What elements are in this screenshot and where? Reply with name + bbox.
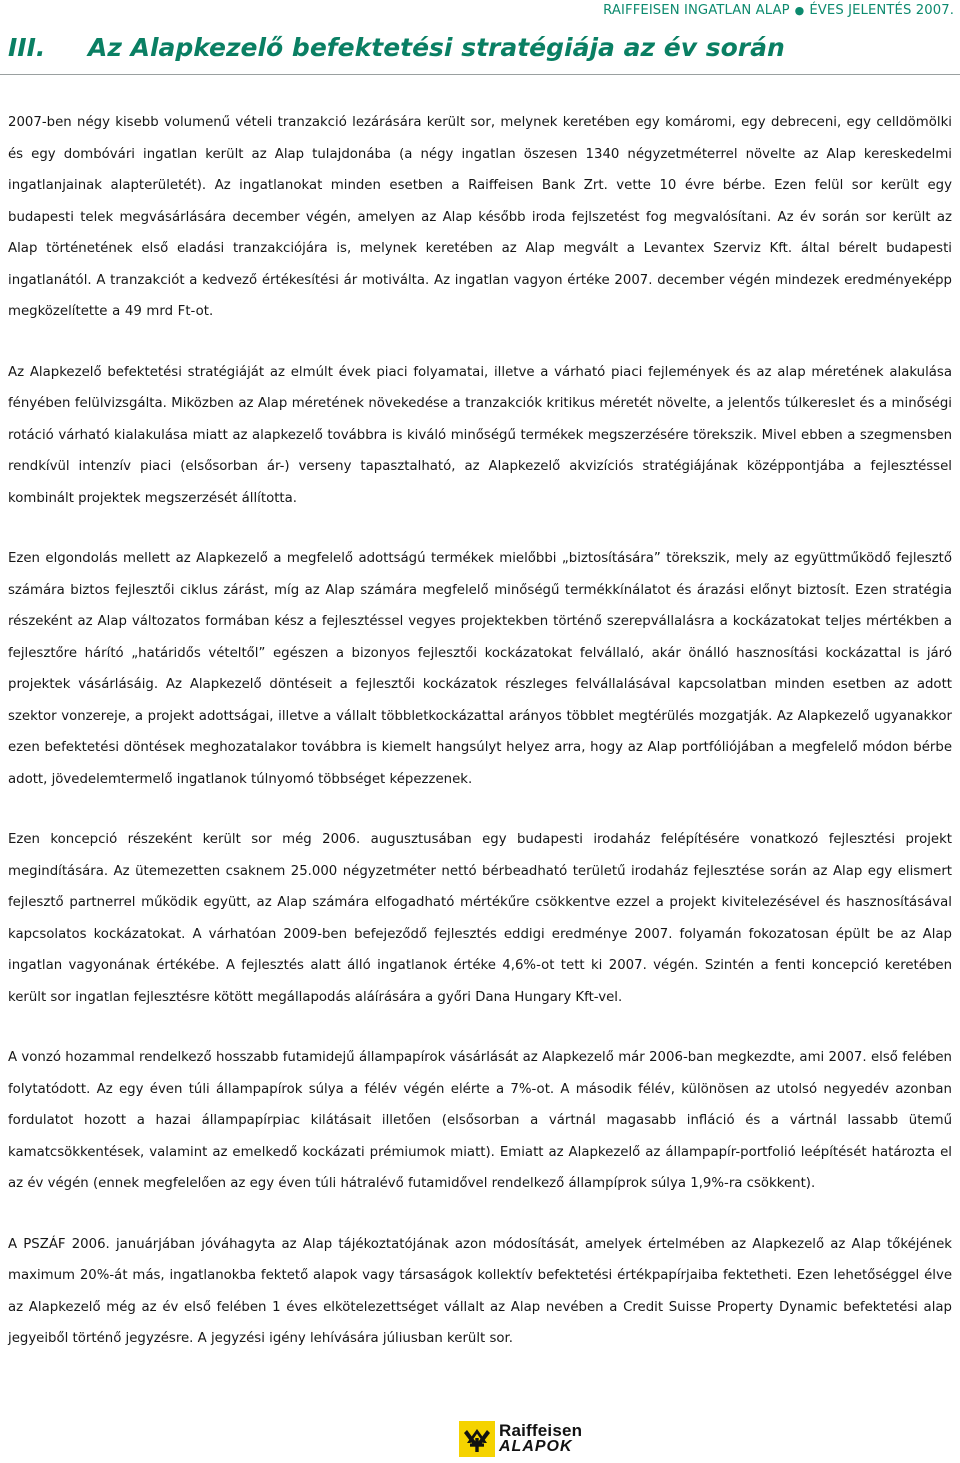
chapter-title: Az Alapkezelő befektetési stratégiája az év során: [88, 33, 785, 62]
chapter-heading: [8, 33, 785, 62]
paragraph: Az Alapkezelő befektetési stratégiáját az elmúlt évek piaci folyamatai, illetve a várható piaci fejlemények és az alap méretének alakulása fényében felülvizsgálta. Miközben az Alap méretének növekedése a tranzakciók kritikus méretét növelte, a jelentős túlkereslet és a minőségi rotáció várható kialakulása miatt az alapkezelő továbbra is kiváló minőségű termékek megszerzésére törekszik. Mivel ebben a szegmensben rendkívül intenzív piaci (elsősorban ár-) verseny tapasztalható, az Alapkezelő akvizíciós stratégiájának középpontjába a fejlesztéssel kombinált projektek megszerzését állította.: [8, 364, 952, 506]
paragraph: Ezen elgondolás mellett az Alapkezelő a megfelelő adottságú termékek mielőbbi „biztosítására” törekszik, mely az együttműködő fejlesztő számára biztos fejlesztői ciklus zárást, míg az Alap számára megfelelő minőségű termékkínálatot és árazási előnyt biztosít. Ezen stratégia részeként az Alap változatos formában kész a fejlesztéssel vegyes projektekben történő szerepvállalásra a kockázatokat teljes mértékben a fejlesztőre hárító „határidős vételtől” egészen a bizonyos fejlesztői kockázatokat felvállaló, akár önálló hasznosítási kockázattal is járó projektek vásárlásáig. Az Alapkezelő döntéseit a fejlesztői kockázatok részleges felvállalásával kapcsolatban minden esetben az adott szektor vonzereje, a projekt adottságai, illetve a vállalt többletkockázattal arányos többlet megtérülés mozgatják. Az Alapkezelő ugyanakkor ezen befektetési döntések meghozatalakor továbbra is kiemelt hangsúlyt helyez arra, hogy az Alap portfóliójában a megfelelő módon bérbe adott, jövedelemtermelő ingatlanok túlnyomó többséget képezzenek.: [8, 551, 952, 787]
paragraph: A PSZÁF 2006. januárjában jóváhagyta az Alap tájékoztatójának azon módosítását, amelyek értelmében az Alapkezelő az Alap tőkéjének maximum 20%-át más, ingatlanokba fektető alapok vagy társaságok kollektív befektetési értékpapírjaiba fektetheti. Ezen lehetőséggel élve az Alapkezelő még az év első felében 1 éves elkötelezettséget vállalt az Alap nevében a Credit Suisse Property Dynamic befektetési alap jegyeiből történő jegyzésre. A jegyzési igény lehívására júliusban került sor.: [8, 1236, 952, 1346]
paragraph: Ezen koncepció részeként került sor még 2006. augusztusában egy budapesti irodaház felépítésére vonatkozó fejlesztési projekt megindítására. Az ütemezetten csaknem 25.000 négyzetméter nettó bérbeadható területű irodaház fejlesztése során az Alap egy elismert fejlesztő partnerrel működik együtt, az Alap számára elfogadható mértékűre csökkentve ezzel a projekt kivitelezésével és hasznosításával kapcsolatos kockázatokat. A várhatóan 2009-ben befejeződő fejlesztés eddigi eredménye 2007. folyamán fokozatosan épült be az Alap ingatlan vagyonának értékébe. A fejlesztés alatt álló ingatlanok értéke 4,6%-ot tett ki 2007. végén. Szintén a fenti koncepció keretében került sor ingatlan fejlesztésre kötött megállapodás aláírására a győri Dana Hungary Kft-vel.: [8, 832, 952, 1005]
raiffeisen-alapok-logo: [459, 1421, 582, 1457]
body-text: [8, 107, 952, 1355]
paragraph: A vonzó hozammal rendelkező hosszabb futamidejű állampapírok vásárlását az Alapkezelő már 2006-ban megkezdte, ami 2007. első felében folytatódott. Az egy éven túli állampapírok súlya a félév végén elérte a 7%-ot. A második félév, különösen az utolsó negyedév azonban fordulatot hozott a hazai állampapírpiac kilátásait illetően (elsősorban a vártnál magasabb infláció és a vártnál lassabb ütemű kamatcsökkentések, valamint az emelkedő kockázati prémiumok miatt). Emiatt az Alapkezelő az állampapír-portfolió leépítését határozta el az év végén (ennek megfelelően az egy éven túli hátralévő futamidővel rendelkező állampíprok súlya 1,9%-ra csökkent).: [8, 1050, 952, 1191]
header-report-name: ÉVES JELENTÉS 2007.: [809, 3, 954, 18]
header-fund-name: RAIFFEISEN INGATLAN ALAP: [603, 3, 790, 18]
paragraph: 2007-ben négy kisebb volumenű vételi tranzakció lezárására került sor, melynek keretében egy komáromi, egy debreceni, egy celldömölki és egy dombóvári ingatlan került az Alap tulajdonába (a négy ingatlan öszesen 1340 négyzetméterrel növelte az Alap kereskedelmi ingatlanjainak alapterületét). Az ingatlanokat minden esetben a Raiffeisen Bank Zrt. vette 10 évre bérbe. Ezen felül sor került egy budapesti telek megvásárlására december végén, amelyen az Alap később iroda fejlszetést fog megvalósítani. Az év során sor került az Alap történetének első eladási tranzakciójára is, melynek keretében az Alap megvált a Levantex Szerviz Kft. által bérelt budapesti ingatlanától. A tranzakciót a kedvező értékesítési ár motiválta. Az ingatlan vagyon értéke 2007. december végén mindezek eredményeképp megközelítette a 49 mrd Ft-ot.: [8, 115, 952, 319]
running-header: [603, 3, 954, 18]
chapter-number: III.: [8, 33, 46, 62]
header-divider: [0, 74, 960, 75]
logo-wordmark: [499, 1423, 582, 1455]
logo-line-alapok: ALAPOK: [499, 1438, 573, 1455]
logo-line-raiffeisen: Raiffeisen: [499, 1421, 583, 1440]
raiffeisen-gable-cross-icon: [459, 1421, 495, 1457]
header-separator: ●: [794, 4, 805, 17]
